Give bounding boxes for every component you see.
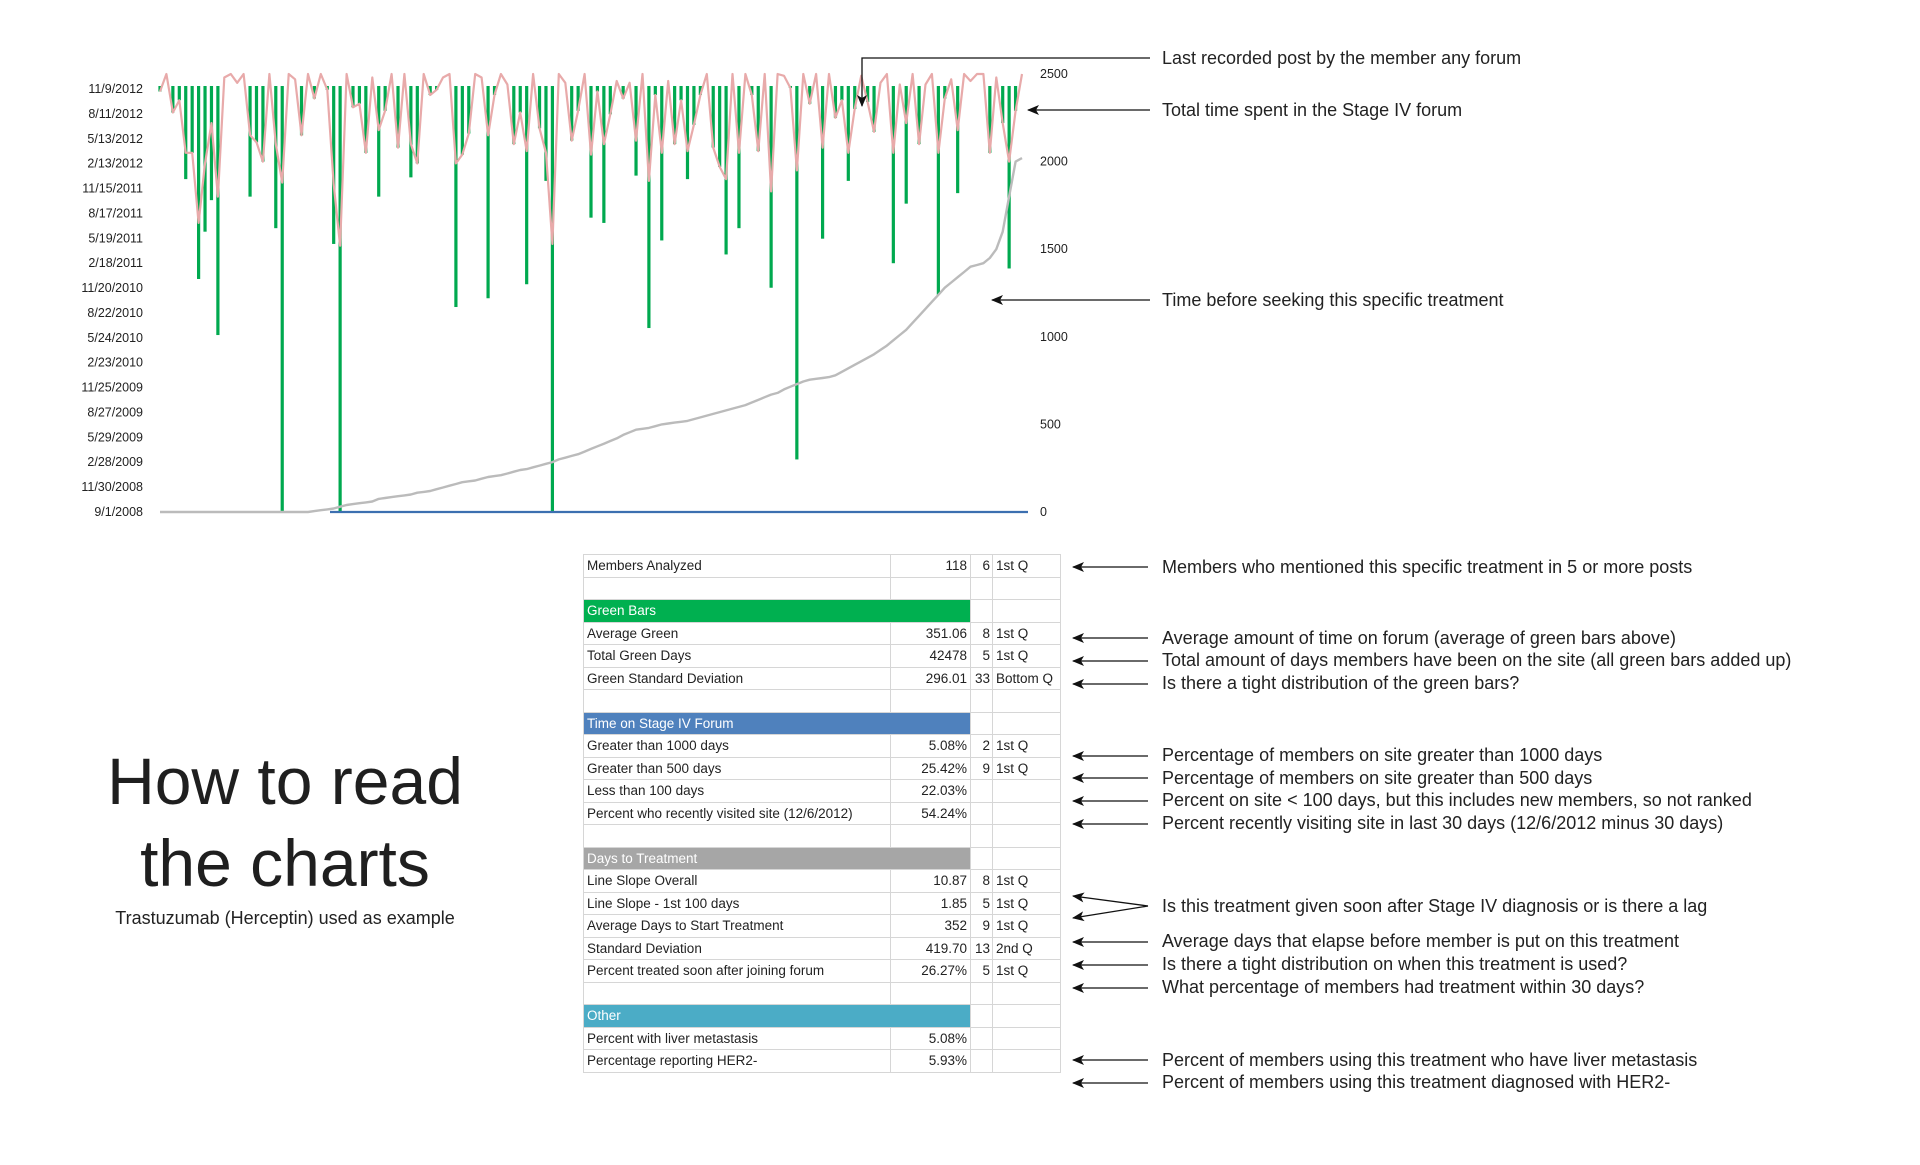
green-bar [255, 86, 258, 142]
row-label: Standard Deviation [584, 937, 891, 960]
table-row [584, 780, 1061, 803]
anno-total-time: Total time spent in the Stage IV forum [1162, 100, 1463, 120]
green-bar [1008, 86, 1011, 268]
right-axis-tick: 1000 [1040, 329, 1068, 344]
table-row [584, 802, 1061, 825]
green-bar [847, 86, 850, 181]
row-value: 296.01 [891, 667, 971, 690]
row-value: 419.70 [891, 937, 971, 960]
row-value: 1.85 [891, 892, 971, 915]
row-rank [971, 1050, 993, 1073]
row-label: Percent with liver metastasis [584, 1027, 891, 1050]
green-bar [216, 86, 219, 335]
section-header-label: Green Bars [584, 600, 971, 623]
anno-last-post: Last recorded post by the member any forum [1162, 48, 1522, 68]
row-label: Green Standard Deviation [584, 667, 891, 690]
left-axis-tick: 2/13/2012 [87, 156, 143, 171]
left-axis-tick: 11/9/2012 [88, 82, 143, 96]
left-axis-tick: 5/13/2012 [87, 131, 143, 146]
row-rank: 8 [971, 622, 993, 645]
row-rank [971, 802, 993, 825]
row-value: 26.27% [891, 960, 971, 983]
row-value: 42478 [891, 645, 971, 668]
right-axis-tick: 2500 [1040, 67, 1068, 81]
anno-time-before: Time before seeking this specific treatment [1162, 290, 1504, 310]
anno-soon: What percentage of members had treatment within 30 days? [1162, 977, 1645, 997]
anno-gt500: Percentage of members on site greater than 500 days [1162, 768, 1593, 788]
arrow-slope-b [1073, 906, 1148, 918]
right-axis-tick: 2000 [1040, 154, 1068, 169]
row-quartile: 1st Q [993, 555, 1061, 578]
row-rank: 8 [971, 870, 993, 893]
right-axis-tick: 0 [1040, 505, 1047, 519]
page-subtitle: Trastuzumab (Herceptin) used as example [115, 908, 455, 928]
row-rank: 5 [971, 960, 993, 983]
table-row [584, 690, 1061, 713]
row-quartile: 1st Q [993, 645, 1061, 668]
table-row [584, 870, 1061, 893]
row-value: 5.08% [891, 735, 971, 758]
row-label: Total Green Days [584, 645, 891, 668]
section-header-green [584, 600, 1061, 623]
left-axis-tick: 11/30/2008 [81, 480, 143, 495]
row-label: Percent who recently visited site (12/6/2012) [584, 802, 891, 825]
row-quartile [993, 1027, 1061, 1050]
row-quartile: 2nd Q [993, 937, 1061, 960]
stats-table [583, 554, 1061, 1073]
table-row [584, 555, 1061, 578]
left-axis-tick: 11/20/2010 [81, 281, 143, 296]
anno-her2: Percent of members using this treatment diagnosed with HER2- [1162, 1072, 1671, 1092]
row-value: 5.08% [891, 1027, 971, 1050]
left-axis-tick: 8/17/2011 [88, 206, 143, 221]
green-bar [654, 86, 657, 95]
row-label: Greater than 500 days [584, 757, 891, 780]
row-rank [971, 780, 993, 803]
row-value: 22.03% [891, 780, 971, 803]
arrow-slope-a [1073, 896, 1148, 906]
row-rank: 2 [971, 735, 993, 758]
section-header-label: Other [584, 1005, 971, 1028]
green-bar [905, 86, 908, 204]
table-row [584, 825, 1061, 848]
row-value: 54.24% [891, 802, 971, 825]
table-row [584, 757, 1061, 780]
row-label: Members Analyzed [584, 555, 891, 578]
table-row [584, 960, 1061, 983]
right-axis-tick: 1500 [1040, 242, 1068, 257]
left-axis-ticks [81, 82, 143, 519]
anno-avg-green: Average amount of time on forum (average of green bars above) [1162, 628, 1676, 648]
left-axis-tick: 2/18/2011 [88, 256, 143, 271]
table-row [584, 645, 1061, 668]
green-bar [686, 86, 689, 179]
table-row [584, 622, 1061, 645]
row-value: 10.87 [891, 870, 971, 893]
right-axis-tick: 500 [1040, 417, 1061, 432]
green-bar [519, 86, 522, 113]
green-bar [647, 86, 650, 328]
row-quartile: 1st Q [993, 757, 1061, 780]
table-row [584, 1050, 1061, 1073]
green-bar [602, 86, 605, 223]
row-label: Less than 100 days [584, 780, 891, 803]
row-quartile: 1st Q [993, 892, 1061, 915]
section-header-days [584, 847, 1061, 870]
row-rank [971, 1027, 993, 1050]
green-bar [956, 86, 959, 193]
green-bar [660, 86, 663, 240]
row-quartile: 1st Q [993, 915, 1061, 938]
title-block [85, 740, 485, 929]
anno-green-sd: Is there a tight distribution of the green bars? [1162, 673, 1520, 693]
row-quartile: 1st Q [993, 870, 1061, 893]
page-title: How to read the charts [107, 744, 463, 900]
anno-lt100: Percent on site < 100 days, but this includes new members, so not ranked [1162, 790, 1752, 810]
row-label: Percent treated soon after joining forum [584, 960, 891, 983]
row-value: 352 [891, 915, 971, 938]
section-header-time [584, 712, 1061, 735]
row-rank: 13 [971, 937, 993, 960]
anno-slope: Is this treatment given soon after Stage IV diagnosis or is there a lag [1162, 896, 1708, 916]
row-value: 25.42% [891, 757, 971, 780]
row-rank: 9 [971, 757, 993, 780]
green-bar [358, 86, 361, 104]
green-bar [178, 86, 181, 100]
green-bar [197, 86, 200, 279]
row-quartile [993, 802, 1061, 825]
right-axis-ticks [1040, 67, 1068, 519]
row-rank: 9 [971, 915, 993, 938]
green-bar [840, 86, 843, 100]
green-bar [184, 86, 187, 179]
left-axis-tick: 11/15/2011 [82, 181, 143, 196]
row-quartile: 1st Q [993, 735, 1061, 758]
row-label: Greater than 1000 days [584, 735, 891, 758]
section-header-other [584, 1005, 1061, 1028]
anno-gt1000: Percentage of members on site greater than 1000 days [1162, 745, 1603, 765]
green-bar [718, 86, 721, 167]
green-bar [191, 86, 194, 153]
anno-total-green: Total amount of days members have been on the site (all green bars added up) [1162, 650, 1792, 670]
row-rank: 33 [971, 667, 993, 690]
row-value: 351.06 [891, 622, 971, 645]
row-quartile [993, 1050, 1061, 1073]
green-bar [679, 86, 682, 100]
section-header-label: Days to Treatment [584, 847, 971, 870]
row-label: Line Slope - 1st 100 days [584, 892, 891, 915]
row-label: Average Green [584, 622, 891, 645]
green-bar [454, 86, 457, 307]
green-bar [821, 86, 824, 239]
anno-sd: Is there a tight distribution on when this treatment is used? [1162, 954, 1628, 974]
row-value: 118 [891, 555, 971, 578]
row-quartile [993, 780, 1061, 803]
anno-recent: Percent recently visiting site in last 30 days (12/6/2012 minus 30 days) [1162, 813, 1724, 833]
row-quartile: 1st Q [993, 622, 1061, 645]
green-bar [461, 86, 464, 155]
left-axis-tick: 9/1/2008 [94, 505, 143, 519]
row-quartile: Bottom Q [993, 667, 1061, 690]
row-label: Line Slope Overall [584, 870, 891, 893]
row-quartile: 1st Q [993, 960, 1061, 983]
green-bar [525, 86, 528, 284]
anno-avg-days: Average days that elapse before member is put on this treatment [1162, 931, 1679, 951]
row-rank: 6 [971, 555, 993, 578]
left-axis-tick: 5/29/2009 [87, 430, 143, 445]
left-axis-tick: 2/28/2009 [87, 455, 143, 470]
row-label: Average Days to Start Treatment [584, 915, 891, 938]
table-row [584, 577, 1061, 600]
left-axis-tick: 11/25/2009 [81, 380, 143, 395]
left-axis-tick: 8/22/2010 [87, 305, 143, 320]
left-axis-tick: 8/11/2012 [88, 106, 143, 121]
table-row [584, 982, 1061, 1005]
section-header-label: Time on Stage IV Forum [584, 712, 971, 735]
table-row [584, 937, 1061, 960]
line-series [160, 74, 1028, 512]
row-rank: 5 [971, 645, 993, 668]
table-row [584, 735, 1061, 758]
table-row [584, 915, 1061, 938]
green-bar-series [158, 86, 1017, 512]
row-rank: 5 [971, 892, 993, 915]
left-axis-tick: 2/23/2010 [87, 355, 143, 370]
green-bar [377, 86, 380, 197]
table-row [584, 667, 1061, 690]
left-axis-tick: 5/24/2010 [87, 330, 143, 345]
green-bar [248, 86, 251, 197]
row-label: Percentage reporting HER2- [584, 1050, 891, 1073]
green-bar [339, 86, 342, 512]
table-row [584, 892, 1061, 915]
green-bar [737, 86, 740, 228]
anno-liver: Percent of members using this treatment who have liver metastasis [1162, 1050, 1698, 1070]
left-axis-tick: 5/19/2011 [88, 231, 143, 246]
green-bar [551, 86, 554, 512]
green-bar [892, 86, 895, 263]
row-value: 5.93% [891, 1050, 971, 1073]
left-axis-tick: 8/27/2009 [87, 405, 143, 420]
anno-members: Members who mentioned this specific treatment in 5 or more posts [1162, 557, 1693, 577]
table-row [584, 1027, 1061, 1050]
green-bar [937, 86, 940, 295]
